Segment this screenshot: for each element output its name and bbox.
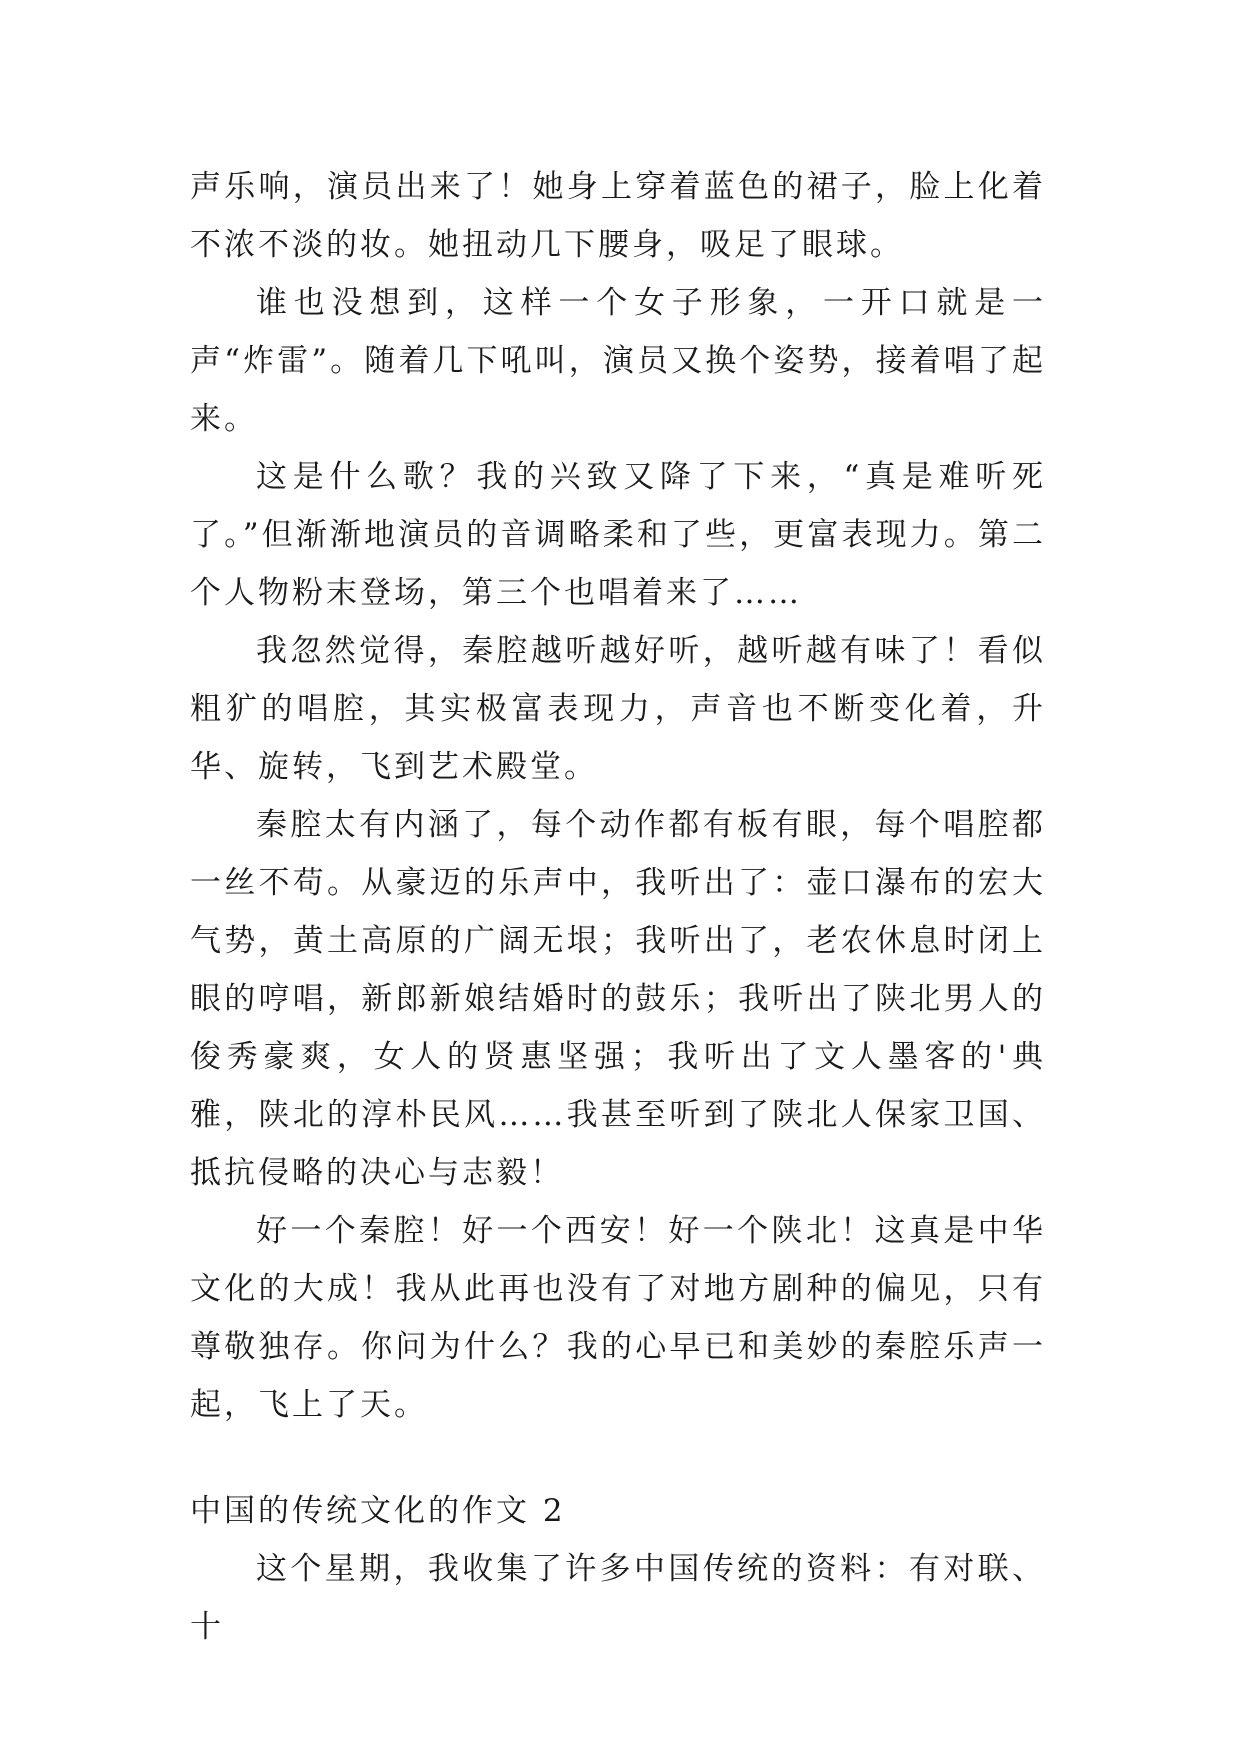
document-body (190, 158, 1046, 1656)
paragraph-7: 这个星期，我收集了许多中国传统的资料：有对联、十 (190, 1551, 1046, 1645)
paragraph-2: 谁也没想到，这样一个女子形象，一开口就是一声“炸雷”。随着几下吼叫，演员又换个姿势，接着唱了起来。 (190, 285, 1046, 437)
paragraph-5: 秦腔太有内涵了，每个动作都有板有眼，每个唱腔都一丝不苟。从豪迈的乐声中，我听出了：壶口瀑布的宏大气势，黄土高原的广阔无垠；我听出了，老农休息时闭上眼的哼唱，新郎新娘结婚时的鼓乐；我听出了陕北男人的俊秀豪爽，女人的贤惠坚强；我听出了文人墨客的'典雅，陕北的淳朴民风……我甚至听到了陕北人保家卫国、抵抗侵略的决心与志毅！ (190, 807, 1046, 1191)
paragraph-4: 我忽然觉得，秦腔越听越好听，越听越有味了！看似粗犷的唱腔，其实极富表现力，声音也不断变化着，升华、旋转，飞到艺术殿堂。 (190, 633, 1046, 785)
paragraph-6: 好一个秦腔！好一个西安！好一个陕北！这真是中华文化的大成！我从此再也没有了对地方剧种的偏见，只有尊敬独存。你问为什么？我的心早已和美妙的秦腔乐声一起，飞上了天。 (190, 1213, 1046, 1423)
paragraph-3: 这是什么歌？我的兴致又降了下来，“真是难听死了。”但渐渐地演员的音调略柔和了些，更富表现力。第二个人物粉末登场，第三个也唱着来了…… (190, 459, 1046, 611)
section-heading: 中国的传统文化的作文 2 (190, 1493, 566, 1529)
paragraph-1: 声乐响，演员出来了！她身上穿着蓝色的裙子，脸上化着不浓不淡的妆。她扭动几下腰身，吸足了眼球。 (190, 169, 1046, 263)
